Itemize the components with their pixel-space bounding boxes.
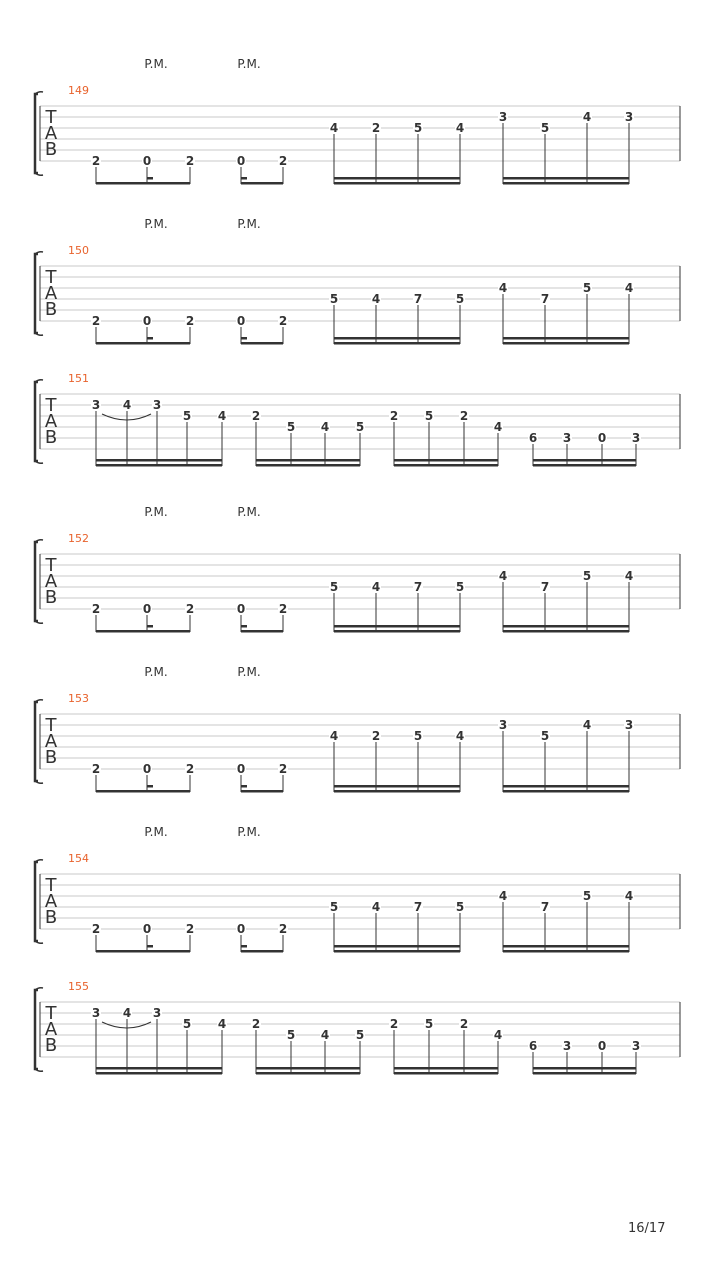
fret-number: 5 — [182, 1017, 192, 1031]
beam-primary — [256, 464, 360, 467]
fret-number: 7 — [413, 580, 423, 594]
fret-number: 7 — [540, 580, 550, 594]
bracket-hook-bottom — [35, 461, 43, 463]
beam-primary — [334, 342, 460, 345]
beam-partial — [147, 337, 153, 340]
fret-number: 2 — [185, 762, 195, 776]
palm-mute-marking: P.M. — [144, 825, 168, 839]
palm-mute-marking: P.M. — [237, 217, 261, 231]
fret-number: 3 — [631, 1039, 641, 1053]
fret-number: 3 — [152, 1006, 162, 1020]
fret-number: 2 — [459, 409, 469, 423]
beam-partial — [241, 337, 247, 340]
bracket-hook-top — [35, 380, 43, 382]
fret-number: 0 — [142, 762, 152, 776]
fret-number: 7 — [413, 292, 423, 306]
fret-number: 5 — [355, 1028, 365, 1042]
fret-number: 3 — [624, 110, 634, 124]
bracket-hook-top — [35, 700, 43, 702]
palm-mute-marking: P.M. — [144, 57, 168, 71]
beam-primary — [503, 342, 629, 345]
fret-number: 5 — [455, 900, 465, 914]
tab-clef-letter: T — [45, 395, 57, 416]
measure-number: 149 — [68, 84, 89, 97]
palm-mute-marking: P.M. — [144, 665, 168, 679]
beam-secondary — [256, 1067, 360, 1070]
beam-secondary — [533, 459, 636, 462]
fret-number: 4 — [455, 729, 465, 743]
fret-number: 2 — [91, 762, 101, 776]
tab-clef-letter: T — [45, 715, 57, 736]
fret-number: 5 — [355, 420, 365, 434]
fret-number: 5 — [329, 580, 339, 594]
fret-number: 2 — [278, 602, 288, 616]
beam-secondary — [334, 945, 460, 948]
fret-number: 2 — [185, 602, 195, 616]
beam-primary — [533, 464, 636, 467]
fret-number: 2 — [251, 409, 261, 423]
bracket-hook-bottom — [35, 173, 43, 175]
fret-number: 4 — [498, 281, 508, 295]
beam-partial — [147, 177, 153, 180]
tab-clef-letter: A — [44, 411, 58, 432]
palm-mute-marking: P.M. — [144, 217, 168, 231]
fret-number: 3 — [91, 1006, 101, 1020]
fret-number: 5 — [424, 409, 434, 423]
fret-number: 4 — [320, 420, 330, 434]
fret-number: 4 — [498, 569, 508, 583]
tab-clef-letter: T — [45, 1003, 57, 1024]
fret-number: 2 — [371, 729, 381, 743]
fret-number: 4 — [624, 569, 634, 583]
tab-clef-letter: B — [44, 139, 58, 160]
fret-number: 4 — [217, 1017, 227, 1031]
fret-number: 5 — [540, 729, 550, 743]
fret-number: 2 — [185, 922, 195, 936]
beam-primary — [241, 630, 283, 633]
beam-secondary — [334, 337, 460, 340]
bracket-hook-bottom — [35, 781, 43, 783]
beam-primary — [241, 182, 283, 185]
tab-clef-letter: B — [44, 587, 58, 608]
fret-number: 2 — [91, 314, 101, 328]
fret-number: 5 — [582, 569, 592, 583]
beam-secondary — [503, 945, 629, 948]
measure-number: 155 — [68, 980, 89, 993]
tab-clef-letter: B — [44, 747, 58, 768]
fret-number: 5 — [182, 409, 192, 423]
fret-number: 4 — [217, 409, 227, 423]
fret-number: 4 — [320, 1028, 330, 1042]
beam-primary — [96, 790, 190, 793]
fret-number: 5 — [413, 729, 423, 743]
beam-primary — [334, 630, 460, 633]
fret-number: 0 — [142, 922, 152, 936]
fret-number: 0 — [236, 762, 246, 776]
fret-number: 4 — [371, 900, 381, 914]
tab-clef-letter: A — [44, 1019, 58, 1040]
bracket-hook-bottom — [35, 621, 43, 623]
measure-number: 151 — [68, 372, 89, 385]
beam-secondary — [334, 625, 460, 628]
fret-number: 3 — [562, 1039, 572, 1053]
fret-number: 4 — [493, 420, 503, 434]
fret-number: 7 — [540, 292, 550, 306]
fret-number: 4 — [582, 718, 592, 732]
fret-number: 4 — [624, 281, 634, 295]
fret-number: 3 — [152, 398, 162, 412]
system-bracket — [35, 990, 38, 1069]
beam-primary — [334, 950, 460, 953]
fret-number: 3 — [562, 431, 572, 445]
beam-primary — [96, 950, 190, 953]
fret-number: 0 — [236, 314, 246, 328]
beam-secondary — [96, 459, 222, 462]
tab-clef-letter: B — [44, 427, 58, 448]
tab-clef-letter: B — [44, 299, 58, 320]
fret-number: 5 — [329, 900, 339, 914]
fret-number: 6 — [528, 431, 538, 445]
system-bracket — [35, 382, 38, 461]
system-bracket — [35, 254, 38, 333]
beam-primary — [503, 950, 629, 953]
fret-number: 0 — [236, 154, 246, 168]
fret-number: 2 — [185, 314, 195, 328]
fret-number: 2 — [251, 1017, 261, 1031]
tab-clef-letter: A — [44, 123, 58, 144]
bracket-hook-top — [35, 988, 43, 990]
tab-clef-letter: B — [44, 907, 58, 928]
beam-secondary — [334, 177, 460, 180]
bracket-hook-bottom — [35, 1069, 43, 1071]
fret-number: 5 — [455, 292, 465, 306]
fret-number: 4 — [624, 889, 634, 903]
beam-primary — [334, 182, 460, 185]
beam-primary — [241, 790, 283, 793]
measure-number: 152 — [68, 532, 89, 545]
beam-primary — [394, 1072, 498, 1075]
fret-number: 5 — [286, 1028, 296, 1042]
palm-mute-marking: P.M. — [237, 505, 261, 519]
fret-number: 2 — [91, 602, 101, 616]
beam-primary — [96, 630, 190, 633]
measure-number: 150 — [68, 244, 89, 257]
beam-partial — [147, 945, 153, 948]
beam-secondary — [503, 625, 629, 628]
bracket-hook-top — [35, 860, 43, 862]
system-bracket — [35, 542, 38, 621]
tab-clef-letter: T — [45, 267, 57, 288]
fret-number: 5 — [582, 281, 592, 295]
fret-number: 0 — [236, 602, 246, 616]
fret-number: 7 — [413, 900, 423, 914]
beam-partial — [241, 625, 247, 628]
fret-number: 4 — [122, 398, 132, 412]
fret-number: 4 — [329, 121, 339, 135]
fret-number: 2 — [389, 1017, 399, 1031]
beam-secondary — [394, 459, 498, 462]
fret-number: 5 — [413, 121, 423, 135]
fret-number: 2 — [278, 762, 288, 776]
fret-number: 0 — [142, 602, 152, 616]
beam-primary — [533, 1072, 636, 1075]
fret-number: 5 — [286, 420, 296, 434]
beam-primary — [503, 182, 629, 185]
fret-number: 4 — [498, 889, 508, 903]
beam-primary — [241, 342, 283, 345]
fret-number: 0 — [597, 431, 607, 445]
tab-clef-letter: A — [44, 283, 58, 304]
fret-number: 4 — [493, 1028, 503, 1042]
fret-number: 3 — [631, 431, 641, 445]
palm-mute-marking: P.M. — [237, 57, 261, 71]
fret-number: 2 — [91, 922, 101, 936]
fret-number: 0 — [236, 922, 246, 936]
fret-number: 3 — [91, 398, 101, 412]
measure-number: 153 — [68, 692, 89, 705]
palm-mute-marking: P.M. — [144, 505, 168, 519]
fret-number: 3 — [498, 718, 508, 732]
system-bracket — [35, 702, 38, 781]
fret-number: 4 — [122, 1006, 132, 1020]
fret-number: 5 — [582, 889, 592, 903]
tab-clef-letter: T — [45, 555, 57, 576]
beam-primary — [334, 790, 460, 793]
beam-primary — [503, 630, 629, 633]
fret-number: 4 — [371, 292, 381, 306]
bracket-hook-bottom — [35, 333, 43, 335]
palm-mute-marking: P.M. — [237, 665, 261, 679]
palm-mute-marking: P.M. — [237, 825, 261, 839]
fret-number: 5 — [329, 292, 339, 306]
fret-number: 2 — [278, 922, 288, 936]
fret-number: 5 — [540, 121, 550, 135]
tab-clef-letter: A — [44, 571, 58, 592]
fret-number: 5 — [424, 1017, 434, 1031]
measure-number: 154 — [68, 852, 89, 865]
beam-secondary — [503, 337, 629, 340]
bracket-hook-top — [35, 252, 43, 254]
fret-number: 4 — [329, 729, 339, 743]
fret-number: 2 — [389, 409, 399, 423]
beam-primary — [256, 1072, 360, 1075]
beam-primary — [241, 950, 283, 953]
beam-primary — [96, 1072, 222, 1075]
fret-number: 6 — [528, 1039, 538, 1053]
fret-number: 2 — [185, 154, 195, 168]
beam-partial — [147, 785, 153, 788]
tab-clef-letter: B — [44, 1035, 58, 1056]
fret-number: 2 — [278, 154, 288, 168]
tab-clef-letter: T — [45, 107, 57, 128]
system-bracket — [35, 862, 38, 941]
fret-number: 3 — [624, 718, 634, 732]
fret-number: 4 — [582, 110, 592, 124]
fret-number: 7 — [540, 900, 550, 914]
beam-secondary — [533, 1067, 636, 1070]
fret-number: 0 — [142, 154, 152, 168]
tab-clef-letter: T — [45, 875, 57, 896]
beam-primary — [96, 342, 190, 345]
fret-number: 2 — [459, 1017, 469, 1031]
fret-number: 4 — [455, 121, 465, 135]
beam-secondary — [96, 1067, 222, 1070]
beam-partial — [241, 177, 247, 180]
bracket-hook-bottom — [35, 941, 43, 943]
beam-primary — [503, 790, 629, 793]
bracket-hook-top — [35, 92, 43, 94]
fret-number: 3 — [498, 110, 508, 124]
beam-secondary — [394, 1067, 498, 1070]
beam-secondary — [334, 785, 460, 788]
bracket-hook-top — [35, 540, 43, 542]
beam-partial — [241, 785, 247, 788]
fret-number: 2 — [371, 121, 381, 135]
fret-number: 4 — [371, 580, 381, 594]
beam-primary — [96, 182, 190, 185]
tab-clef-letter: A — [44, 891, 58, 912]
fret-number: 0 — [597, 1039, 607, 1053]
beam-partial — [241, 945, 247, 948]
page-number: 16/17 — [628, 1221, 666, 1236]
beam-secondary — [503, 785, 629, 788]
beam-secondary — [503, 177, 629, 180]
system-bracket — [35, 94, 38, 173]
fret-number: 5 — [455, 580, 465, 594]
fret-number: 2 — [278, 314, 288, 328]
beam-partial — [147, 625, 153, 628]
beam-primary — [96, 464, 222, 467]
beam-primary — [394, 464, 498, 467]
fret-number: 0 — [142, 314, 152, 328]
tab-clef-letter: A — [44, 731, 58, 752]
fret-number: 2 — [91, 154, 101, 168]
beam-secondary — [256, 459, 360, 462]
